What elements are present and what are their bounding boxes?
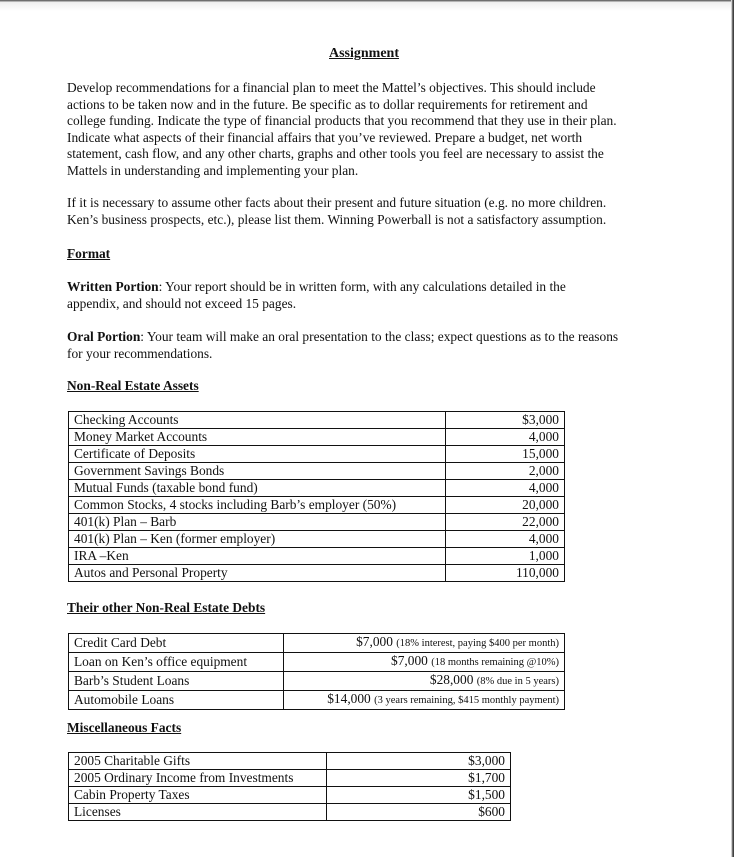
format-heading: Format bbox=[67, 246, 111, 261]
asset-label: Common Stocks, 4 stocks including Barb’s employer (50%) bbox=[69, 497, 446, 514]
misc-value: $3,000 bbox=[326, 753, 510, 770]
asset-label: Autos and Personal Property bbox=[69, 565, 446, 582]
oral-portion-line2: for your recommendations. bbox=[67, 345, 213, 361]
table-row bbox=[69, 497, 565, 514]
debt-amount-cell bbox=[283, 634, 564, 653]
table-row bbox=[69, 787, 511, 804]
asset-value: 1,000 bbox=[445, 548, 564, 565]
misc-label: 2005 Charitable Gifts bbox=[69, 753, 327, 770]
oral-portion-text: : Your team will make an oral presentation to the class; expect questions as to the reasons bbox=[140, 329, 619, 344]
asset-value: $3,000 bbox=[445, 412, 564, 429]
debt-amount: $14,000 bbox=[327, 691, 371, 706]
asset-label: Government Savings Bonds bbox=[69, 463, 446, 480]
intro-line: college funding. Indicate the type of financial products that you recommend that they use in their plan. bbox=[67, 113, 617, 128]
assumptions-line: If it is necessary to assume other facts about their present and future situation (e.g. no more children. bbox=[67, 195, 607, 210]
table-row bbox=[69, 514, 565, 531]
asset-label: Checking Accounts bbox=[69, 412, 446, 429]
intro-line: actions to be taken now and in the future. Be specific as to dollar requirements for retirement and bbox=[67, 96, 588, 112]
intro-paragraph bbox=[67, 80, 667, 179]
oral-portion-paragraph bbox=[67, 329, 667, 362]
debt-label: Credit Card Debt bbox=[69, 634, 284, 653]
assumptions-paragraph bbox=[67, 195, 667, 228]
misc-heading: Miscellaneous Facts bbox=[67, 720, 182, 735]
intro-line: Indicate what aspects of their financial affairs that you’ve reviewed. Prepare a budget, net worth bbox=[67, 129, 583, 145]
written-portion-text: : Your report should be in written form, with any calculations detailed in the bbox=[158, 279, 566, 294]
misc-value: $1,700 bbox=[326, 770, 510, 787]
debt-note: (3 years remaining, $415 monthly payment) bbox=[374, 695, 559, 706]
debt-amount: $28,000 bbox=[429, 672, 474, 687]
table-row bbox=[69, 770, 511, 787]
debt-amount: $7,000 bbox=[391, 653, 428, 668]
debt-label: Barb’s Student Loans bbox=[69, 672, 284, 691]
table-row bbox=[69, 672, 565, 691]
debt-note: (18% interest, paying $400 per month) bbox=[396, 638, 559, 649]
misc-label: 2005 Ordinary Income from Investments bbox=[69, 770, 327, 787]
table-row bbox=[69, 531, 565, 548]
oral-portion-line bbox=[67, 329, 667, 346]
oral-portion-label: Oral Portion bbox=[67, 329, 141, 344]
debt-amount-cell bbox=[283, 653, 564, 672]
misc-label: Licenses bbox=[69, 804, 327, 821]
asset-value: 4,000 bbox=[445, 429, 564, 446]
misc-value: $600 bbox=[326, 804, 510, 821]
written-portion-line bbox=[67, 279, 667, 296]
asset-label: Mutual Funds (taxable bond fund) bbox=[69, 480, 446, 497]
asset-value: 20,000 bbox=[445, 497, 564, 514]
table-row bbox=[69, 412, 565, 429]
table-row bbox=[69, 634, 565, 653]
table-row bbox=[69, 753, 511, 770]
assumptions-line: Ken’s business prospects, etc.), please list them. Winning Powerball is not a satisfactory assumption. bbox=[67, 211, 607, 227]
table-row bbox=[69, 565, 565, 582]
debts-table bbox=[68, 633, 565, 710]
table-row bbox=[69, 446, 565, 463]
intro-line: Develop recommendations for a financial plan to meet the Mattel’s objectives. This should include bbox=[67, 80, 596, 95]
asset-label: 401(k) Plan – Ken (former employer) bbox=[69, 531, 446, 548]
table-row bbox=[69, 548, 565, 565]
table-row bbox=[69, 463, 565, 480]
intro-line: statement, cash flow, and any other charts, graphs and other tools you feel are necessary to assist the bbox=[67, 146, 604, 161]
asset-value: 22,000 bbox=[445, 514, 564, 531]
window-top-shadow bbox=[0, 3, 734, 11]
debt-amount-cell bbox=[283, 672, 564, 691]
assets-heading: Non-Real Estate Assets bbox=[67, 378, 199, 393]
asset-value: 4,000 bbox=[445, 480, 564, 497]
asset-value: 2,000 bbox=[445, 463, 564, 480]
debt-note: (8% due in 5 years) bbox=[476, 676, 559, 687]
debt-amount-cell bbox=[283, 691, 564, 710]
asset-label: 401(k) Plan – Barb bbox=[69, 514, 446, 531]
table-row bbox=[69, 653, 565, 672]
debts-heading: Their other Non-Real Estate Debts bbox=[67, 600, 266, 615]
debt-label: Loan on Ken’s office equipment bbox=[69, 653, 284, 672]
asset-value: 4,000 bbox=[445, 531, 564, 548]
table-row bbox=[69, 804, 511, 821]
asset-label: IRA –Ken bbox=[69, 548, 446, 565]
asset-value: 15,000 bbox=[445, 446, 564, 463]
intro-line: Mattels in understanding and implementing your plan. bbox=[67, 162, 359, 178]
written-portion-label: Written Portion bbox=[67, 279, 159, 294]
debt-note: (18 months remaining @10%) bbox=[431, 657, 559, 668]
debt-label: Automobile Loans bbox=[69, 691, 284, 710]
written-portion-paragraph bbox=[67, 279, 667, 312]
table-row bbox=[69, 429, 565, 446]
debt-amount: $7,000 bbox=[356, 634, 393, 649]
table-row bbox=[69, 480, 565, 497]
asset-label: Certificate of Deposits bbox=[69, 446, 446, 463]
asset-value: 110,000 bbox=[445, 565, 564, 582]
table-row bbox=[69, 691, 565, 710]
written-portion-line2: appendix, and should not exceed 15 pages. bbox=[67, 295, 297, 311]
misc-label: Cabin Property Taxes bbox=[69, 787, 327, 804]
misc-value: $1,500 bbox=[326, 787, 510, 804]
document-title: Assignment bbox=[329, 46, 400, 61]
misc-table bbox=[68, 752, 511, 821]
assets-table bbox=[68, 411, 565, 582]
asset-label: Money Market Accounts bbox=[69, 429, 446, 446]
